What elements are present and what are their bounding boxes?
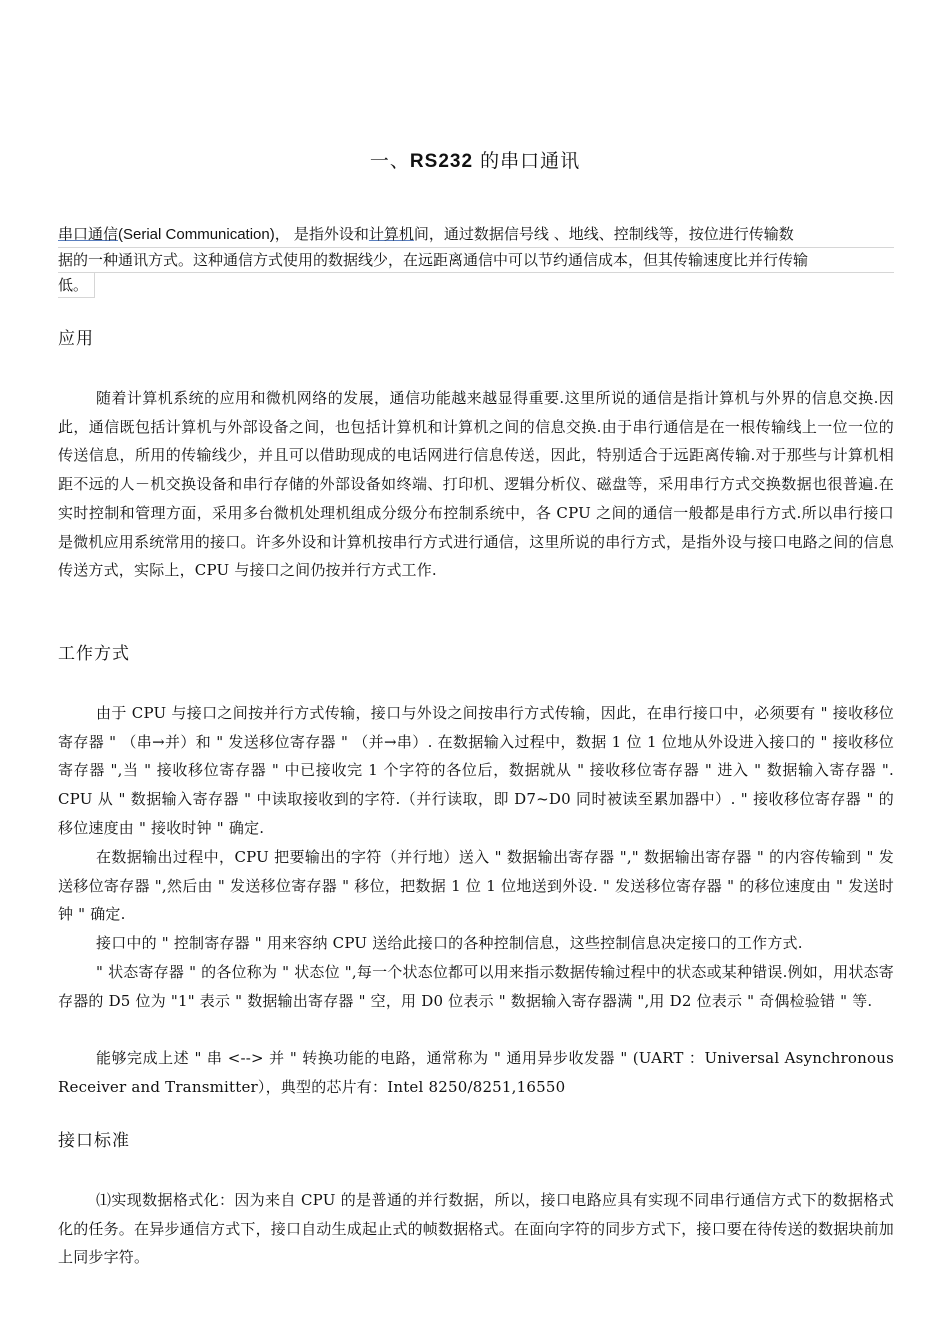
intro-line-2: 据的一种通讯方式。这种通信方式使用的数据线少，在远距离通信中可以节约通信成本，但其传输速度比并行传输 [58,248,894,273]
paragraph-standard: ⑴实现数据格式化：因为来自 CPU 的是普通的并行数据，所以，接口电路应具有实现不同串行通信方式下的数据格式化的任务。在异步通信方式下，接口自动生成起止式的帧数据格式。在面向字符的同步方式下，接口要在待传送的数据块前加上同步字符。 [58,1191,895,1267]
paragraph-work-5: 能够完成上述 " 串 <--> 并 " 转换功能的电路，通常称为 " 通用异步收发器 " (UART ：Universal Asynchronous Receiver and Transmitter），典型的芯片有：Intel 8250/8251,16550 [58,1049,894,1096]
paragraph-application: 随着计算机系统的应用和微机网络的发展，通信功能越来越显得重要.这里所说的通信是指计算机与外界的信息交换.因此，通信既包括计算机与外部设备之间，也包括计算机和计算机之间的信息交换.由于串行通信是在一根传输线上一位一位的传送信息，所用的传输线少，并且可以借助现成的电话网进行信息传送，因此，特别适合于远距离传输.对于那些与计算机相距不远的人－机交换设备和串行存储的外部设备如终端、打印机、逻辑分析仪、磁盘等，采用串行方式交换数据也很普遍.在实时控制和管理方面，采用多台微机处理机组成分级分布控制系统中，各 CPU 之间的通信一般都是串行方式.所以串行接口是微机应用系统常用的接口。许多外设和计算机按串行方式进行通信，这里所说的串行方式，是指外设与接口电路之间的信息传送方式，实际上，CPU 与接口之间仍按并行方式工作. [58,389,895,580]
heading-application: 应用 [58,329,94,349]
intro-line-3: 低。 [58,273,95,298]
paragraph-work-3: 接口中的 " 控制寄存器 " 用来容纳 CPU 送给此接口的各种控制信息，这些控制信息决定接口的工作方式. [96,934,803,952]
intro-line-1 [58,222,894,248]
paragraph-work-4: " 状态寄存器 " 的各位称为 " 状态位 ",每一个状态位都可以用来指示数据传输过程中的状态或某种错误.例如，用状态寄存器的 D5 位为 "1" 表示 " 数据输出寄存器 " 空，用 D0 位表示 " 数据输入寄存器满 ",用 D2 位表示 " 奇偶检验错 " 等. [58,963,894,1010]
heading-work-mode: 工作方式 [58,644,130,664]
heading-interface-standard: 接口标准 [58,1131,130,1151]
intro-text-2: 间，通过数据信号线 、地线、控制线等，按位进行传输数 [413,225,794,243]
link-serial-communication[interactable]: 串口通信 [58,225,119,243]
paragraph-work-1: 由于 CPU 与接口之间按并行方式传输，接口与外设之间按串行方式传输，因此，在串行接口中，必须要有 " 接收移位寄存器 " （串→并）和 " 发送移位寄存器 " （并→串）. 在数据输入过程中，数据 1 位 1 位地从外设进入接口的 " 接收移位寄存器 ",当 " 接收移位寄存器 " 中已接收完 1 个字符的各位后，数据就从 " 接收移位寄存器 " 进入 " 数据输入寄存器 ". CPU 从 " 数据输入寄存器 " 中读取接收到的字符.（并行读取，即 D7~D0 同时被读至累加器中）. " 接收移位寄存器 " 的移位速度由 " 接收时钟 " 确定. [58,704,894,837]
title-prefix: 一、 [369,150,410,172]
link-computer[interactable]: 计算机 [368,225,414,243]
title-bold: RS232 [409,151,474,172]
page-title [0,146,950,173]
paragraph-work-2: 在数据输出过程中，CPU 把要输出的字符（并行地）送入 " 数据输出寄存器 "," 数据输出寄存器 " 的内容传输到 " 发送移位寄存器 ",然后由 " 发送移位寄存器 " 移位，把数据 1 位 1 位地送到外设. " 发送移位寄存器 " 的移位速度由 " 发送时钟 " 确定. [58,848,894,924]
intro-paragraph [58,222,894,298]
intro-text-1: (Serial Communication)， 是指外设和 [118,226,369,243]
title-suffix: 的串口通讯 [473,150,581,172]
